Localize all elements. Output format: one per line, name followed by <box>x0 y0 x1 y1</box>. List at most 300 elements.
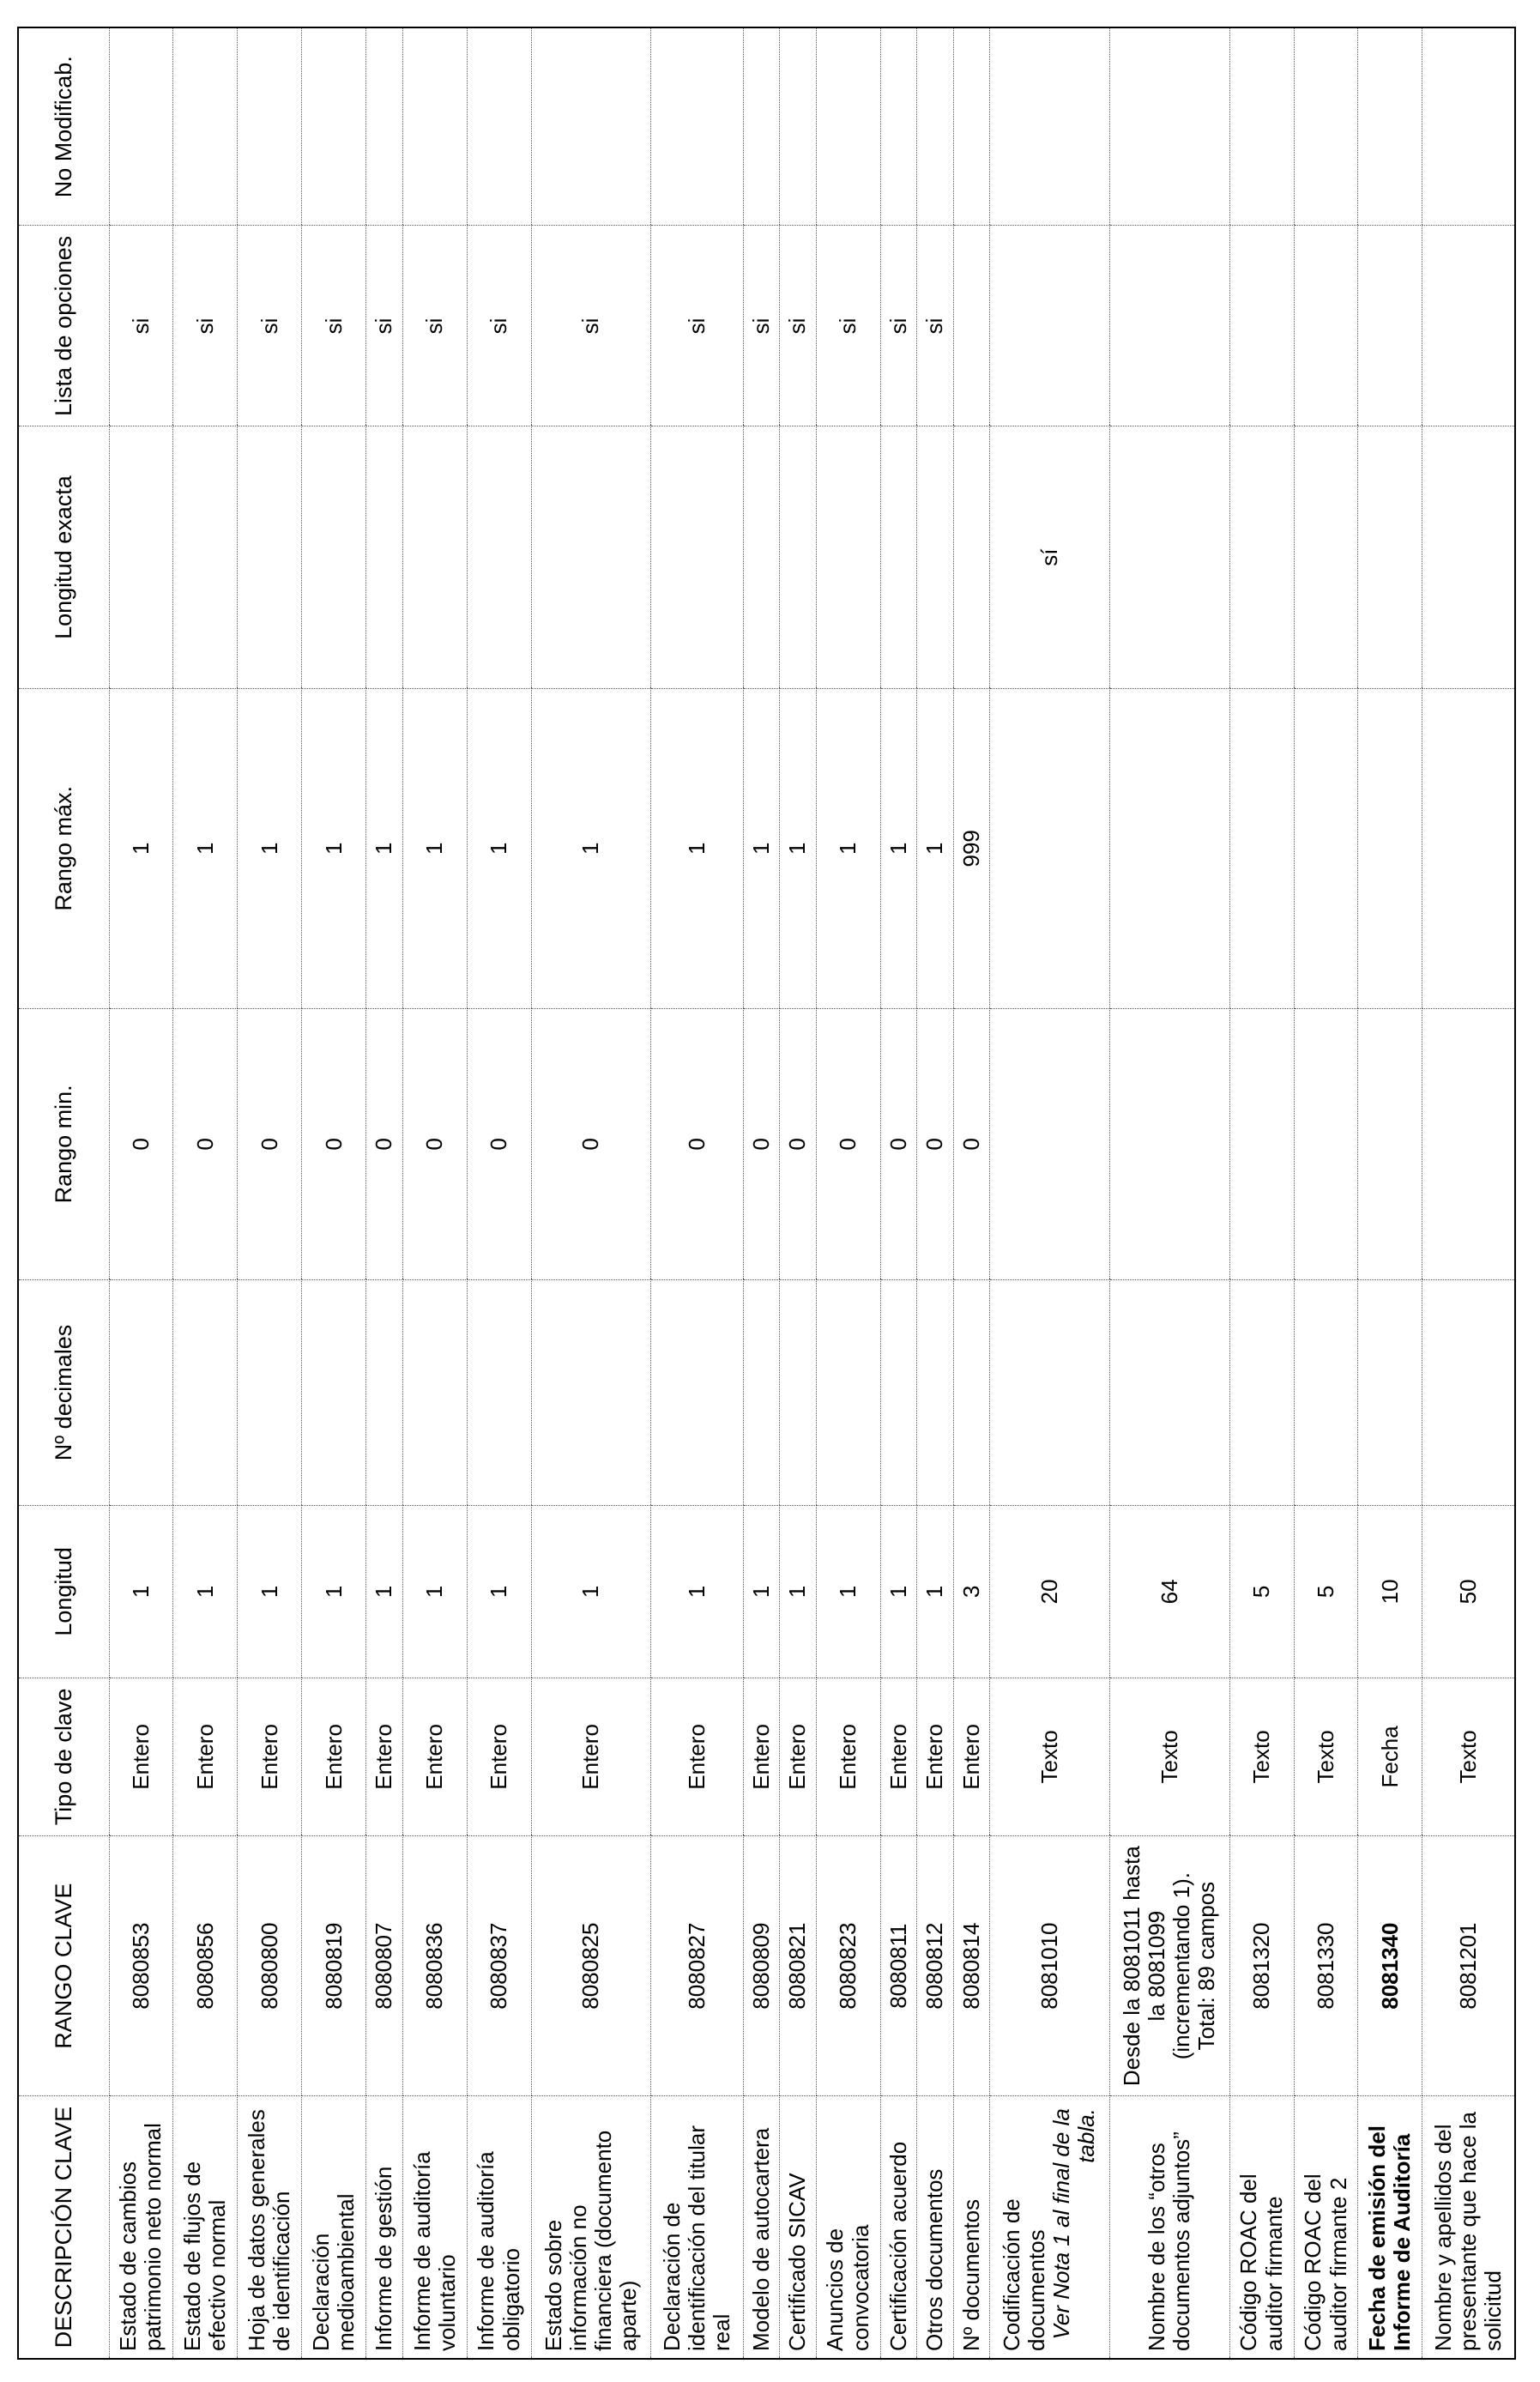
longitud-exacta-cell <box>109 426 173 688</box>
tipo-cell <box>402 1678 467 1835</box>
desc-cell-text: Hoja de datos generales de identificación <box>244 2109 295 2351</box>
desc-cell-text: Estado sobre información no financiera (documento aparte) <box>540 2130 642 2351</box>
rango-cell <box>1229 1836 1294 2096</box>
tipo-cell-text: Texto <box>1156 1730 1182 1784</box>
longitud-exacta-cell <box>1229 426 1294 688</box>
desc-cell-text: Nº documentos <box>957 2198 984 2351</box>
lista-opciones-cell-text: si <box>320 317 347 335</box>
rango-min-cell <box>173 1008 238 1279</box>
no-modificable-cell <box>917 27 953 226</box>
rango-cell <box>366 1836 402 2096</box>
lista-opciones-cell <box>880 226 916 426</box>
rango-min-cell-text: 0 <box>747 1138 774 1151</box>
no-modificable-cell <box>816 27 880 226</box>
rango-max-cell <box>109 688 173 1008</box>
desc-cell <box>1294 2096 1358 2359</box>
rango-cell-text: 8080814 <box>957 1922 984 2010</box>
rango-min-cell <box>953 1008 989 1279</box>
table-row <box>402 27 467 2359</box>
decimales-cell <box>917 1279 953 1505</box>
rango-cell-text: Desde la 8081011 hasta la 8081099 (incrementando 1). Total: 89 campos <box>1118 1846 1220 2087</box>
rango-min-cell-text: 0 <box>885 1138 911 1151</box>
longitud-cell <box>402 1506 467 1678</box>
no-modificable-cell <box>1229 27 1294 226</box>
lista-opciones-cell-text: si <box>784 317 811 335</box>
longitud-exacta-cell <box>989 426 1109 688</box>
tipo-cell-text: Entero <box>371 1724 397 1790</box>
rango-cell <box>780 1836 816 2096</box>
rango-max-cell <box>989 688 1109 1008</box>
desc-cell <box>780 2096 816 2359</box>
table-row <box>467 27 531 2359</box>
longitud-exacta-cell <box>1358 426 1422 688</box>
table-row <box>953 27 989 2359</box>
rango-max-cell-text: 1 <box>421 842 448 855</box>
desc-cell-text: Estado de flujos de efectivo normal <box>179 2161 231 2351</box>
rango-max-cell <box>467 688 531 1008</box>
lista-opciones-cell <box>953 226 989 426</box>
decimales-cell <box>880 1279 916 1505</box>
table-row <box>1229 27 1294 2359</box>
desc-cell-text: Código ROAC del auditor firmante <box>1235 2173 1287 2351</box>
desc-cell-text: Informe de auditoría obligatorio <box>473 2151 524 2351</box>
longitud-exacta-cell <box>467 426 531 688</box>
table-row <box>816 27 880 2359</box>
rango-cell-text: 8080825 <box>577 1922 604 2010</box>
longitud-cell <box>953 1506 989 1678</box>
lista-opciones-cell <box>743 226 779 426</box>
rango-max-cell <box>651 688 743 1008</box>
longitud-cell-text: 1 <box>747 1585 774 1599</box>
rango-cell-text: 8080812 <box>921 1922 948 2010</box>
tipo-cell-text: Entero <box>256 1724 282 1790</box>
longitud-cell <box>651 1506 743 1678</box>
table-row <box>302 27 366 2359</box>
longitud-cell-text: 1 <box>485 1585 511 1599</box>
table-row <box>1109 27 1229 2359</box>
rango-cell <box>1294 1836 1358 2096</box>
desc-cell-text: Informe de gestión <box>371 2166 397 2351</box>
longitud-cell <box>1358 1506 1422 1678</box>
desc-cell <box>467 2096 531 2359</box>
decimales-cell <box>531 1279 651 1505</box>
rango-cell <box>1422 1836 1515 2096</box>
rango-min-cell-text: 0 <box>371 1138 397 1151</box>
tipo-cell <box>531 1678 651 1835</box>
rango-max-cell <box>743 688 779 1008</box>
desc-cell <box>816 2096 880 2359</box>
rango-cell <box>531 1836 651 2096</box>
longitud-cell-text: 1 <box>421 1585 448 1599</box>
longitud-exacta-cell <box>953 426 989 688</box>
rango-max-cell-text: 1 <box>320 842 347 855</box>
table-row <box>531 27 651 2359</box>
desc-cell-text: Nombre y apellidos del presentante que hace la solicitud <box>1430 2112 1507 2351</box>
desc-cell <box>1229 2096 1294 2359</box>
tipo-cell-text: Fecha <box>1376 1726 1403 1788</box>
rango-min-cell-text: 0 <box>957 1138 984 1151</box>
longitud-exacta-cell <box>917 426 953 688</box>
rango-cell <box>880 1836 916 2096</box>
lista-opciones-cell <box>1229 226 1294 426</box>
decimales-cell <box>366 1279 402 1505</box>
rango-max-cell <box>1109 688 1229 1008</box>
longitud-cell-text: 1 <box>784 1585 811 1599</box>
desc-cell <box>173 2096 238 2359</box>
decimales-cell <box>651 1279 743 1505</box>
rango-min-cell <box>816 1008 880 1279</box>
desc-cell-text: Modelo de autocartera <box>747 2127 774 2351</box>
rango-min-cell-text: 0 <box>921 1138 948 1151</box>
rango-min-cell-text: 0 <box>256 1138 282 1151</box>
rango-min-cell <box>989 1008 1109 1279</box>
no-modificable-cell <box>467 27 531 226</box>
rango-min-cell <box>1229 1008 1294 1279</box>
lista-opciones-cell <box>1422 226 1515 426</box>
longitud-exacta-cell <box>238 426 302 688</box>
tipo-cell <box>1422 1678 1515 1835</box>
desc-cell-text: Código ROAC del auditor firmante 2 <box>1300 2173 1351 2351</box>
lista-opciones-cell-text: si <box>921 317 948 335</box>
rango-max-cell <box>880 688 916 1008</box>
no-modificable-cell <box>238 27 302 226</box>
rango-min-cell-text: 0 <box>784 1138 811 1151</box>
col-header-no-modificable: No Modificab. <box>18 27 109 226</box>
col-header-descripcion: DESCRIPCIÓN CLAVE <box>18 2096 109 2359</box>
table-row <box>651 27 743 2359</box>
desc-cell <box>953 2096 989 2359</box>
tipo-cell <box>173 1678 238 1835</box>
table-row <box>238 27 302 2359</box>
rango-min-cell <box>109 1008 173 1279</box>
tipo-cell <box>816 1678 880 1835</box>
rango-cell <box>917 1836 953 2096</box>
rango-max-cell-text: 1 <box>577 842 604 855</box>
table-row <box>173 27 238 2359</box>
longitud-exacta-cell <box>1109 426 1229 688</box>
longitud-exacta-cell <box>302 426 366 688</box>
rango-max-cell <box>531 688 651 1008</box>
no-modificable-cell <box>1422 27 1515 226</box>
longitud-exacta-cell <box>651 426 743 688</box>
tipo-cell <box>780 1678 816 1835</box>
no-modificable-cell <box>880 27 916 226</box>
rango-cell-text: 8081340 <box>1376 1922 1403 2010</box>
longitud-cell-text: 64 <box>1156 1579 1182 1605</box>
rango-cell <box>173 1836 238 2096</box>
decimales-cell <box>1109 1279 1229 1505</box>
longitud-cell <box>880 1506 916 1678</box>
lista-opciones-cell-text: si <box>371 317 397 335</box>
col-header-rango-min: Rango min. <box>18 1008 109 1279</box>
decimales-cell <box>1358 1279 1422 1505</box>
col-header-tipo: Tipo de clave <box>18 1678 109 1835</box>
desc-cell <box>880 2096 916 2359</box>
rango-max-cell <box>1422 688 1515 1008</box>
longitud-exacta-cell <box>1294 426 1358 688</box>
longitud-cell <box>816 1506 880 1678</box>
rango-max-cell <box>402 688 467 1008</box>
desc-cell <box>1422 2096 1515 2359</box>
desc-cell <box>1358 2096 1422 2359</box>
decimales-cell <box>989 1279 1109 1505</box>
rango-cell-text: 8081201 <box>1455 1922 1482 2010</box>
rango-min-cell <box>1358 1008 1422 1279</box>
rango-min-cell-text: 0 <box>320 1138 347 1151</box>
longitud-cell-text: 1 <box>885 1585 911 1599</box>
header-row <box>18 27 109 2359</box>
rango-cell-text: 8081010 <box>1036 1922 1062 2010</box>
rango-min-cell-text: 0 <box>835 1138 861 1151</box>
longitud-cell <box>743 1506 779 1678</box>
rango-min-cell-text: 0 <box>191 1138 218 1151</box>
no-modificable-cell <box>780 27 816 226</box>
longitud-cell-text: 1 <box>127 1585 154 1599</box>
rango-max-cell-text: 1 <box>835 842 861 855</box>
tipo-cell-text: Entero <box>885 1724 911 1790</box>
tipo-cell <box>238 1678 302 1835</box>
decimales-cell <box>1229 1279 1294 1505</box>
desc-cell <box>917 2096 953 2359</box>
desc-cell-text: Certificación acuerdo <box>885 2141 911 2351</box>
lista-opciones-cell <box>816 226 880 426</box>
col-header-rango-clave: RANGO CLAVE <box>18 1836 109 2096</box>
longitud-cell <box>173 1506 238 1678</box>
rango-cell <box>1109 1836 1229 2096</box>
table-row <box>880 27 916 2359</box>
longitud-cell <box>238 1506 302 1678</box>
decimales-cell <box>743 1279 779 1505</box>
decimales-cell <box>780 1279 816 1505</box>
rango-min-cell-text: 0 <box>421 1138 448 1151</box>
desc-cell <box>402 2096 467 2359</box>
longitud-exacta-cell <box>816 426 880 688</box>
tipo-cell-text: Entero <box>784 1724 811 1790</box>
rango-cell-text: 8080809 <box>747 1922 774 2010</box>
tipo-cell-text: Texto <box>1036 1730 1062 1784</box>
rango-cell-text: 8081320 <box>1248 1922 1275 2010</box>
desc-cell-text: Fecha de emisión del Informe de Auditoría <box>1364 2125 1416 2351</box>
rango-cell <box>238 1836 302 2096</box>
longitud-cell-text: 1 <box>191 1585 218 1599</box>
rango-min-cell <box>743 1008 779 1279</box>
table-body <box>109 27 1515 2359</box>
longitud-exacta-cell <box>531 426 651 688</box>
rango-cell-text: 8080807 <box>371 1922 397 2010</box>
tipo-cell-text: Texto <box>1455 1730 1482 1784</box>
rango-cell <box>989 1836 1109 2096</box>
lista-opciones-cell-text: si <box>127 317 154 335</box>
rango-cell-text: 8080856 <box>191 1922 218 2010</box>
tipo-cell-text: Texto <box>1312 1730 1338 1784</box>
decimales-cell <box>1294 1279 1358 1505</box>
key-spec-table <box>17 27 1516 2360</box>
rango-max-cell <box>1229 688 1294 1008</box>
table-row <box>743 27 779 2359</box>
rango-min-cell <box>238 1008 302 1279</box>
no-modificable-cell <box>402 27 467 226</box>
rango-max-cell-text: 1 <box>921 842 948 855</box>
lista-opciones-cell <box>1358 226 1422 426</box>
tipo-cell-text: Entero <box>421 1724 448 1790</box>
rango-max-cell <box>1358 688 1422 1008</box>
longitud-cell-text: 50 <box>1455 1579 1482 1605</box>
longitud-cell-text: 3 <box>957 1585 984 1599</box>
desc-cell-text: Estado de cambios patrimonio neto normal <box>115 2123 166 2351</box>
lista-opciones-cell-text: si <box>835 317 861 335</box>
lista-opciones-cell <box>917 226 953 426</box>
tipo-cell <box>109 1678 173 1835</box>
rango-max-cell-text: 1 <box>127 842 154 855</box>
lista-opciones-cell-text: si <box>256 317 282 335</box>
tipo-cell-text: Entero <box>683 1724 710 1790</box>
decimales-cell <box>402 1279 467 1505</box>
rango-cell-text: 8080819 <box>320 1922 347 2010</box>
longitud-exacta-cell <box>402 426 467 688</box>
longitud-cell-text: 1 <box>320 1585 347 1599</box>
no-modificable-cell <box>173 27 238 226</box>
longitud-cell <box>1422 1506 1515 1678</box>
no-modificable-cell <box>1109 27 1229 226</box>
rango-max-cell <box>917 688 953 1008</box>
table-row <box>109 27 173 2359</box>
lista-opciones-cell-text: si <box>485 317 511 335</box>
rango-min-cell <box>780 1008 816 1279</box>
rango-cell <box>467 1836 531 2096</box>
longitud-cell-text: 1 <box>921 1585 948 1599</box>
tipo-cell-text: Entero <box>577 1724 604 1790</box>
desc-cell <box>109 2096 173 2359</box>
desc-cell-text: Anuncios de convocatoria <box>822 2224 873 2351</box>
rango-min-cell-text: 0 <box>485 1138 511 1151</box>
longitud-cell-text: 1 <box>835 1585 861 1599</box>
table-row <box>780 27 816 2359</box>
tipo-cell-text: Entero <box>747 1724 774 1790</box>
no-modificable-cell <box>953 27 989 226</box>
lista-opciones-cell-text: si <box>421 317 448 335</box>
rango-max-cell-text: 1 <box>747 842 774 855</box>
desc-cell <box>238 2096 302 2359</box>
lista-opciones-cell <box>1109 226 1229 426</box>
desc-cell <box>743 2096 779 2359</box>
rango-max-cell <box>816 688 880 1008</box>
tipo-cell <box>953 1678 989 1835</box>
lista-opciones-cell-text: si <box>885 317 911 335</box>
rango-cell <box>302 1836 366 2096</box>
decimales-cell <box>302 1279 366 1505</box>
desc-note: Ver Nota 1 al final de la tabla. <box>1048 2108 1100 2340</box>
rango-cell-text: 8080811 <box>885 1923 911 2009</box>
tipo-cell <box>467 1678 531 1835</box>
col-header-lista-opciones: Lista de opciones <box>18 226 109 426</box>
decimales-cell <box>953 1279 989 1505</box>
tipo-cell-text: Texto <box>1248 1730 1275 1784</box>
col-header-longitud: Longitud <box>18 1506 109 1678</box>
table-row <box>917 27 953 2359</box>
tipo-cell-text: Entero <box>320 1724 347 1790</box>
tipo-cell <box>989 1678 1109 1835</box>
tipo-cell <box>880 1678 916 1835</box>
rango-min-cell <box>1294 1008 1358 1279</box>
rango-max-cell-text: 999 <box>957 830 984 868</box>
table-row <box>989 27 1109 2359</box>
tipo-cell-text: Entero <box>957 1724 984 1790</box>
col-header-rango-max: Rango máx. <box>18 688 109 1008</box>
longitud-cell-text: 10 <box>1376 1579 1403 1605</box>
longitud-cell <box>917 1506 953 1678</box>
rango-cell-text: 8080837 <box>485 1922 511 2010</box>
table-row <box>1294 27 1358 2359</box>
longitud-exacta-cell <box>880 426 916 688</box>
rango-cell-text: 8080823 <box>835 1922 861 2010</box>
rango-cell <box>953 1836 989 2096</box>
decimales-cell <box>1422 1279 1515 1505</box>
rango-cell-text: 8080821 <box>784 1922 811 2010</box>
no-modificable-cell <box>109 27 173 226</box>
desc-cell-text: Informe de auditoría voluntario <box>408 2151 460 2351</box>
rango-min-cell-text: 0 <box>683 1138 710 1151</box>
desc-cell-text: Nombre de los “otros documentos adjuntos” <box>1144 2131 1195 2351</box>
rango-max-cell-text: 1 <box>784 842 811 855</box>
lista-opciones-cell <box>109 226 173 426</box>
rango-cell <box>651 1836 743 2096</box>
no-modificable-cell <box>302 27 366 226</box>
rango-max-cell-text: 1 <box>485 842 511 855</box>
rango-max-cell <box>238 688 302 1008</box>
rango-min-cell <box>880 1008 916 1279</box>
lista-opciones-cell <box>651 226 743 426</box>
table-row <box>1358 27 1422 2359</box>
lista-opciones-cell-text: si <box>683 317 710 335</box>
tipo-cell <box>1229 1678 1294 1835</box>
rango-max-cell <box>366 688 402 1008</box>
lista-opciones-cell <box>467 226 531 426</box>
longitud-cell-text: 1 <box>371 1585 397 1599</box>
tipo-cell-text: Entero <box>835 1724 861 1790</box>
rango-cell-text: 8080800 <box>256 1922 282 2010</box>
longitud-cell-text: 1 <box>577 1585 604 1599</box>
rango-cell <box>743 1836 779 2096</box>
longitud-cell <box>780 1506 816 1678</box>
rango-cell-text: 8080827 <box>683 1922 710 2010</box>
longitud-cell <box>1294 1506 1358 1678</box>
rango-max-cell-text: 1 <box>885 842 911 855</box>
decimales-cell <box>238 1279 302 1505</box>
table-row <box>366 27 402 2359</box>
rango-cell-text: 8081330 <box>1312 1922 1338 2010</box>
desc-cell-text: Declaración medioambiental <box>308 2193 359 2351</box>
longitud-cell-text: 1 <box>683 1585 710 1599</box>
tipo-cell-text: Entero <box>921 1724 948 1790</box>
rango-max-cell <box>953 688 989 1008</box>
longitud-cell-text: 1 <box>256 1585 282 1599</box>
decimales-cell <box>173 1279 238 1505</box>
no-modificable-cell <box>1294 27 1358 226</box>
rango-cell-text: 8080836 <box>421 1922 448 2010</box>
desc-cell <box>989 2096 1109 2359</box>
lista-opciones-cell <box>173 226 238 426</box>
rango-max-cell <box>780 688 816 1008</box>
lista-opciones-cell <box>989 226 1109 426</box>
desc-cell-text: Codificación de documentos <box>999 2198 1050 2351</box>
no-modificable-cell <box>1358 27 1422 226</box>
rango-max-cell-text: 1 <box>191 842 218 855</box>
rango-min-cell <box>917 1008 953 1279</box>
longitud-cell-text: 20 <box>1036 1579 1062 1605</box>
rango-cell <box>1358 1836 1422 2096</box>
longitud-cell <box>531 1506 651 1678</box>
desc-cell-text: Declaración de identificación del titular real <box>658 2125 735 2351</box>
